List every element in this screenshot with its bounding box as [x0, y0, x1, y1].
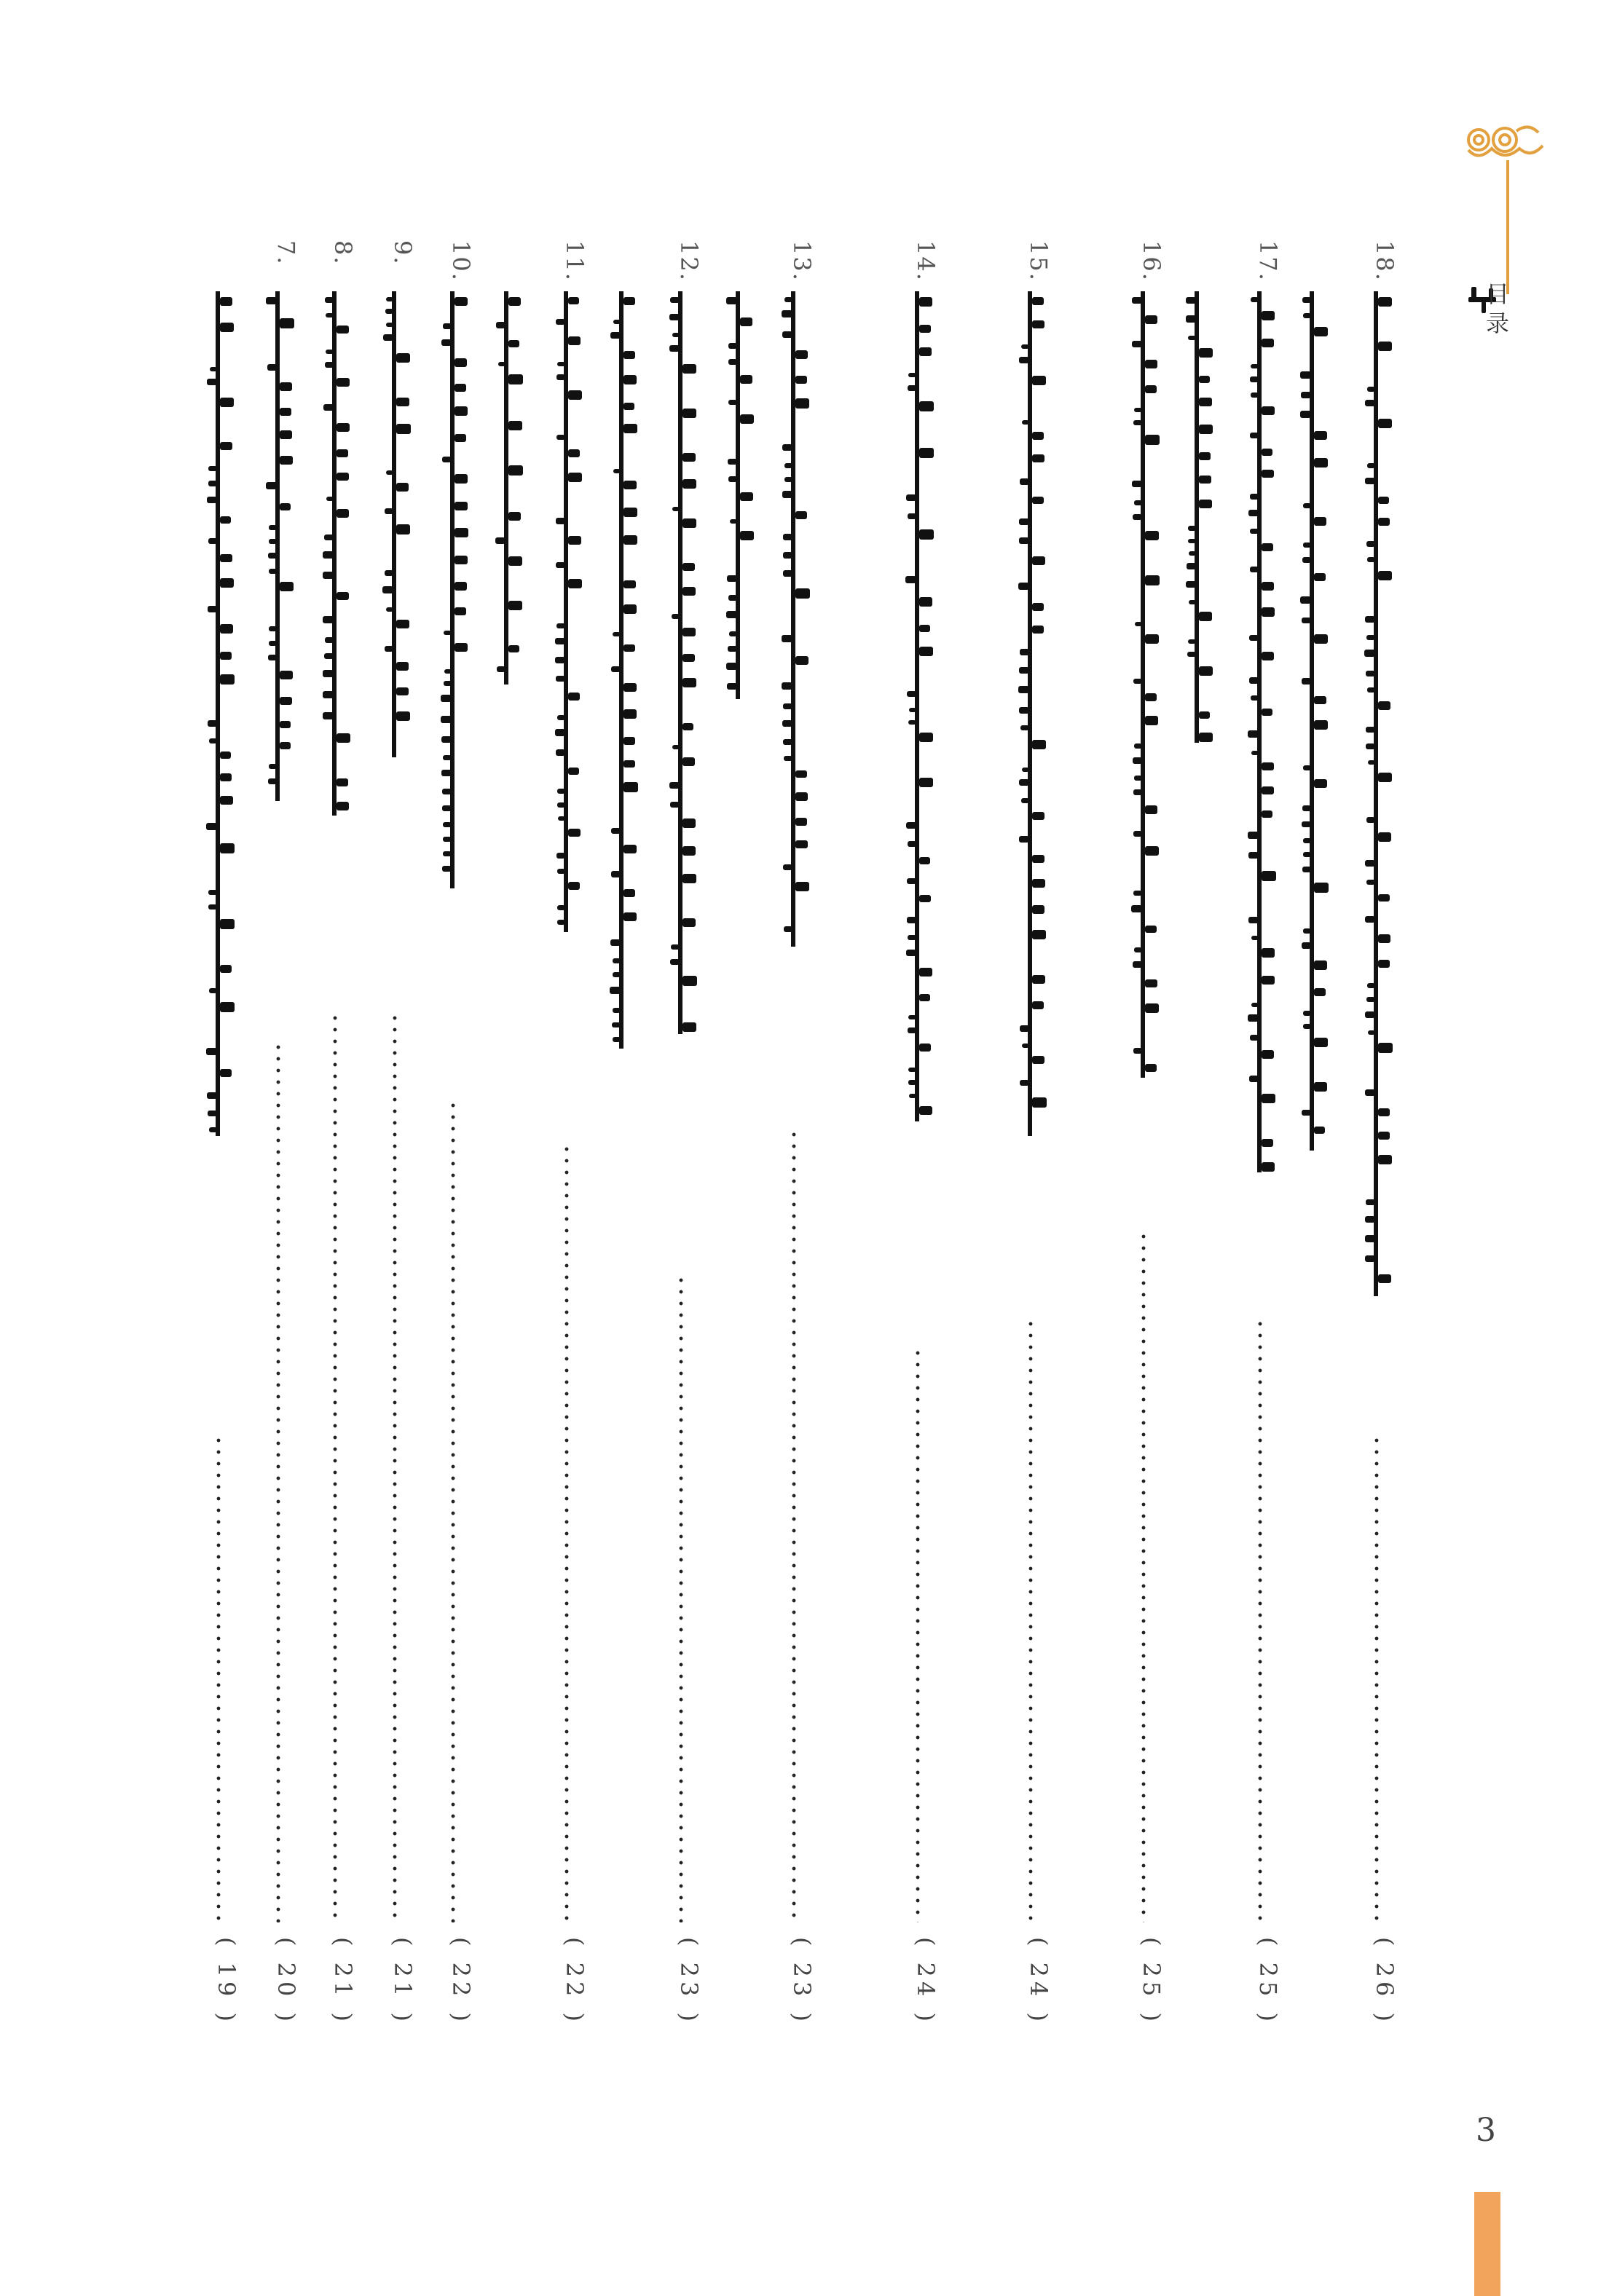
toc-entry-title-script [1126, 291, 1161, 1078]
toc-leader-dots [332, 1012, 338, 1922]
toc-entry-title-continuation [1295, 291, 1339, 1384]
toc-entry-page: ( 19 ) [213, 1937, 240, 2027]
toc-entry-page: ( 20 ) [272, 1937, 300, 2027]
toc-entry[interactable] [373, 240, 417, 2134]
toc-entry-number: 11. [561, 240, 589, 282]
toc-entry-page: ( 25 ) [1138, 1937, 1165, 2027]
toc-entry-title-script [1359, 291, 1394, 1296]
toc-entry-page: ( 23 ) [675, 1937, 703, 2027]
toc-entry-number: 7. [272, 240, 300, 266]
toc-entry-number: 18. [1371, 240, 1398, 282]
section-title: 目录 [1485, 280, 1509, 337]
toc-entry-title-script [664, 291, 699, 1034]
toc-entry-title-continuation [489, 291, 533, 1384]
toc-entry-number: 16. [1138, 240, 1165, 282]
toc-entry-number: 14. [912, 240, 940, 282]
toc-entry[interactable] [1122, 240, 1165, 2134]
toc-leader-dots [1028, 1318, 1034, 1922]
toc-leader-dots [915, 1347, 921, 1922]
toc-entry[interactable] [431, 240, 475, 2134]
toc-entry-title-continuation [605, 291, 648, 1384]
toc-leader-dots [1141, 1231, 1146, 1922]
toc-entry-title-script [549, 291, 584, 932]
toc-leader-dots [678, 1274, 684, 1922]
header-rule [1506, 160, 1509, 294]
toc-leader-dots [1257, 1318, 1263, 1922]
toc-entry[interactable] [772, 240, 816, 2134]
toc-leader-dots [1374, 1435, 1380, 1922]
toc-entry-page: ( 21 ) [389, 1937, 417, 2027]
toc-entry-number: 10. [447, 240, 475, 282]
toc-leader-dots [275, 1041, 281, 1922]
toc-entry-page: ( 24 ) [912, 1937, 940, 2027]
toc-entry[interactable] [545, 240, 589, 2134]
toc-entry-title-script [318, 291, 353, 816]
toc-entry-page: ( 21 ) [329, 1937, 357, 2027]
toc-leader-dots [392, 1012, 398, 1922]
toc-entry[interactable] [1009, 240, 1053, 2134]
toc-leader-dots [564, 1143, 570, 1922]
page-number: 3 [1476, 2112, 1496, 2149]
toc-entry[interactable] [313, 240, 357, 2134]
toc-entry-title-continuation [1180, 291, 1224, 1384]
toc-entry-page: ( 22 ) [447, 1937, 475, 2027]
toc-entry-title-script [1243, 291, 1278, 1172]
toc-entry-page: ( 25 ) [1254, 1937, 1282, 2027]
section-tab [1474, 2192, 1500, 2296]
toc-entry-title-script [377, 291, 412, 757]
toc-entry-title-script [776, 291, 811, 947]
toc-leader-dots [450, 1100, 456, 1922]
toc-entry-number: 15. [1025, 240, 1053, 282]
toc-entry-title-script [261, 291, 296, 801]
toc-entry[interactable] [1238, 240, 1282, 2134]
toc-entry[interactable] [1355, 240, 1398, 2134]
toc-entry-page: ( 22 ) [561, 1937, 589, 2027]
toc-entry-title-script [1013, 291, 1048, 1136]
toc-entry-page: ( 24 ) [1025, 1937, 1053, 2027]
toc-entry[interactable] [256, 240, 300, 2134]
toc-entry-page: ( 26 ) [1371, 1937, 1398, 2027]
toc-entry-title-script [900, 291, 935, 1121]
toc-entry[interactable] [197, 240, 240, 2134]
toc-entry[interactable] [659, 240, 703, 2134]
toc-entry-number: 8. [329, 240, 357, 266]
toc-entry-number: 12. [675, 240, 703, 282]
toc-entry-title-continuation [721, 291, 765, 1384]
toc-entry[interactable] [896, 240, 940, 2134]
toc-leader-dots [791, 1129, 797, 1922]
toc-entry-number: 9. [389, 240, 417, 266]
toc-entry-page: ( 23 ) [788, 1937, 816, 2027]
toc-entry-title-script [201, 291, 236, 1136]
toc-entry-number: 17. [1254, 240, 1282, 282]
toc-leader-dots [216, 1435, 221, 1922]
toc-entry-title-script [436, 291, 471, 888]
toc-entry-number: 13. [788, 240, 816, 282]
